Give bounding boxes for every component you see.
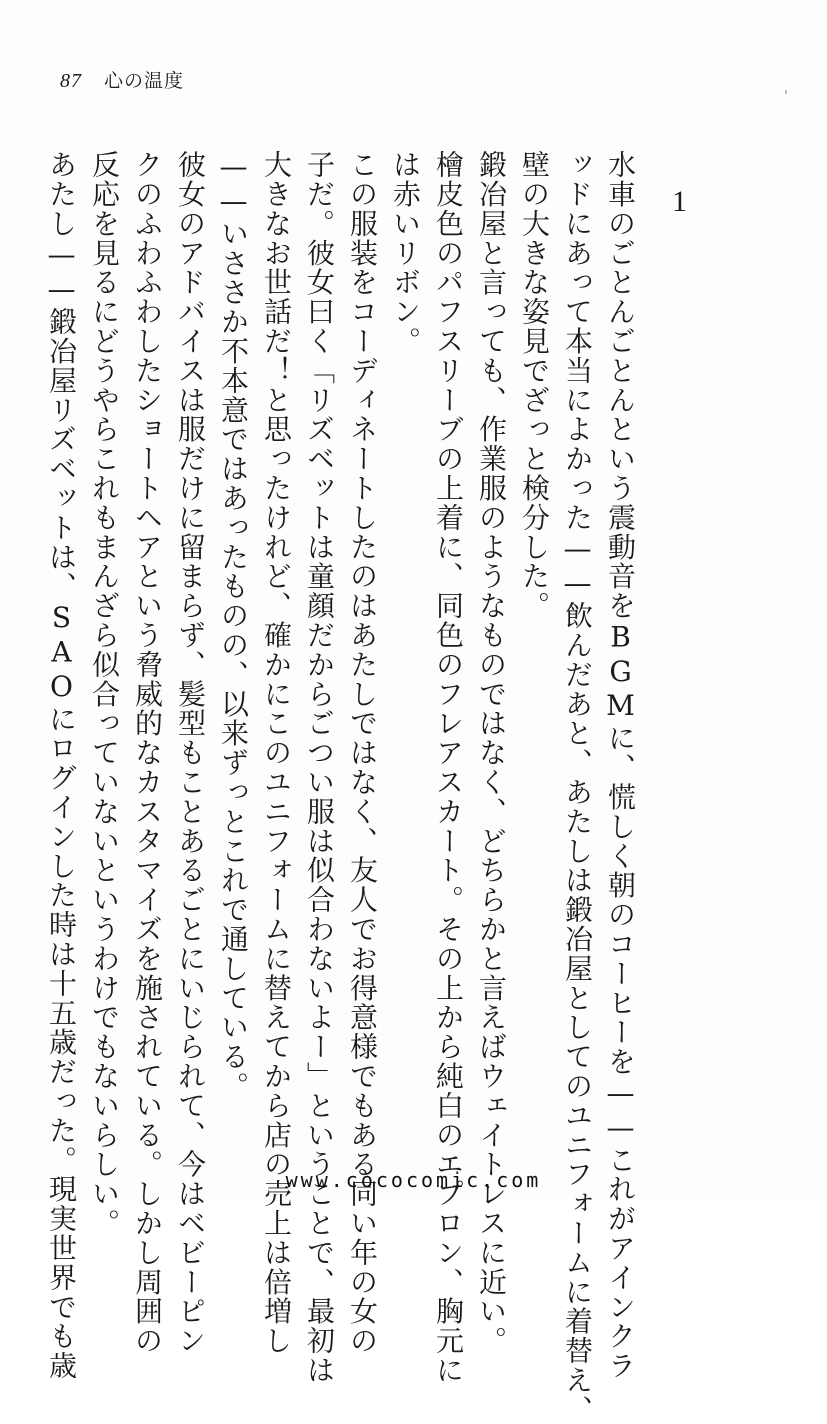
watermark-url: www.cococomic.com xyxy=(285,1168,542,1192)
text-column: 檜皮色のパフスリーブの上着に、同色のフレアスカート。その上から純白のエプロン、胸元に xyxy=(432,150,465,1385)
text-column: 大きなお世話だ！と思ったけれど、確かにこのユニフォームに替えてから店の売上は倍増し xyxy=(260,150,293,1356)
running-header xyxy=(60,66,184,93)
scan-mark xyxy=(785,90,787,94)
text-column: 壁の大きな姿見でざっと検分した。 xyxy=(518,150,551,621)
text-column: は赤いリボン。 xyxy=(389,150,422,356)
text-column: 鍛冶屋と言っても、作業服のようなものではなく、どちらかと言えばウェイトレスに近い。 xyxy=(475,150,508,1356)
text-column: この服装をコーディネートしたのはあたしではなく、友人でお得意様でもある同い年の女の xyxy=(346,150,379,1356)
text-column: ——いささか不本意ではあったものの、以来ずっとこれで通している。 xyxy=(217,150,250,1101)
text-column: クのふわふわしたショートヘアという脅威的なカスタマイズを施されている。しかし周囲の xyxy=(131,150,164,1356)
chapter-title: 心の温度 xyxy=(104,70,185,92)
page-number: 87 xyxy=(60,70,82,92)
text-column: 子だ。彼女曰く「リズベットは童顔だからごつい服は似合わないよー」ということで、最初は xyxy=(303,150,336,1385)
text-column: 水車のごとんごとんという震動音をBGMに、慌しく朝のコーヒーを——これがアインクラ xyxy=(604,150,637,1381)
text-column: 彼女のアドバイスは服だけに留まらず、髪型もことあるごとにいじられて、今はベビーピン xyxy=(174,150,207,1356)
text-column: あたし——鍛冶屋リズベットは、SAOにログインした時は十五歳だった。現実世界でも歳 xyxy=(45,150,78,1381)
chapter-number: 1 xyxy=(672,185,687,218)
text-column: 反応を見るにどうやらこれもまんざら似合っていないというわけでもないらしい。 xyxy=(88,150,121,1238)
text-column: ッドにあって本当によかった——飲んだあと、あたしは鍛冶屋としてのユニフォームに着替え、 xyxy=(561,150,594,1424)
